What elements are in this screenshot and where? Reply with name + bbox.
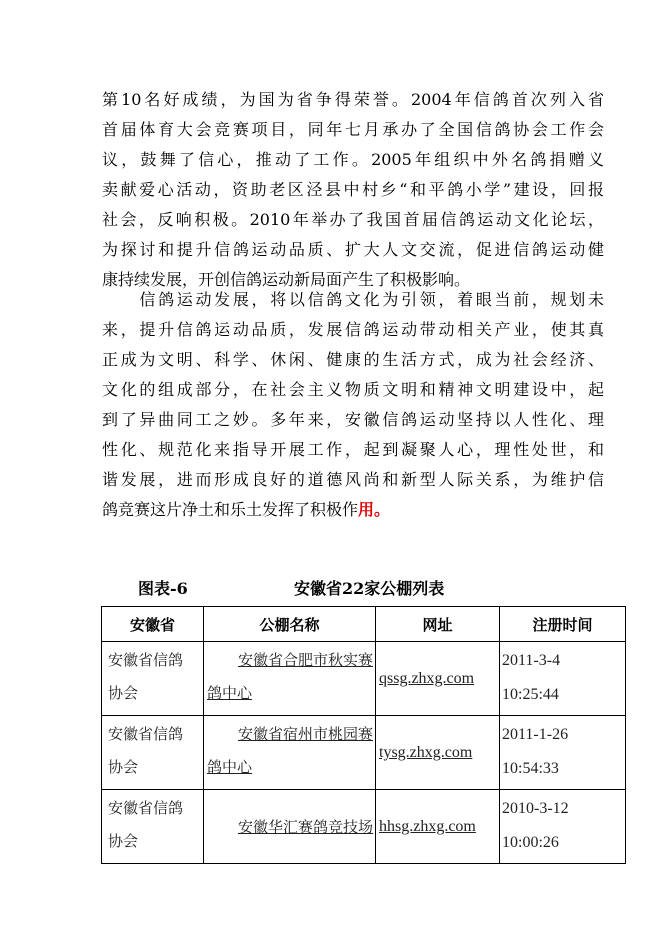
cell-url-link[interactable]: tysg.zhxg.com [376, 716, 500, 790]
header-province: 安徽省 [102, 607, 204, 642]
cell-url-link[interactable]: qssg.zhxg.com [376, 642, 500, 716]
cell-province: 安徽省信鸽 协会 [102, 716, 204, 790]
paragraph-line: 卖献爱心活动，资助老区泾县中村乡“和平鸽小学”建设，回报 [102, 180, 604, 199]
table-header-row [102, 607, 626, 642]
paragraph-line: 文化的组成部分，在社会主义物质文明和精神文明建设中，起 [102, 380, 604, 399]
paragraph-line: 正成为文明、科学、休闲、健康的生活方式，成为社会经济、 [102, 350, 604, 369]
cell-register-time: 2011-3-4 10:25:44 [500, 642, 626, 716]
header-register-time: 注册时间 [500, 607, 626, 642]
header-loft-name: 公棚名称 [204, 607, 376, 642]
paragraph-line: 为探讨和提升信鸽运动品质、扩大人文交流，促进信鸽运动健 [102, 240, 604, 259]
paragraph-line: 到了异曲同工之妙。多年来，安徽信鸽运动坚持以人性化、理 [102, 410, 604, 429]
table-row [102, 716, 626, 790]
paragraph-line: 第10名好成绩，为国为省争得荣誉。2004年信鸽首次列入省 [102, 90, 604, 109]
paragraph-last-line [102, 495, 604, 525]
paragraph-line: 议，鼓舞了信心，推动了工作。2005年组织中外名鸽捐赠义 [102, 150, 604, 169]
last-line-text: 鸽竞赛这片净土和乐土发挥了积极作 [102, 500, 359, 519]
cell-register-time: 2011-1-26 10:54:33 [500, 716, 626, 790]
paragraph-line: 信鸽运动发展，将以信鸽文化为引领，着眼当前，规划未 [102, 290, 604, 309]
paragraph-line: 社会，反响积极。2010年举办了我国首届信鸽运动文化论坛， [102, 210, 604, 229]
paragraph-line: 首届体育大会竞赛项目，同年七月承办了全国信鸽协会工作会 [102, 120, 604, 139]
emphasis-text: 用。 [358, 500, 391, 519]
cell-province: 安徽省信鸽 协会 [102, 790, 204, 864]
cell-province: 安徽省信鸽 协会 [102, 642, 204, 716]
header-url: 网址 [376, 607, 500, 642]
table-row [102, 642, 626, 716]
cell-loft-name[interactable]: 安徽省合肥市秋实赛 鸽中心 [204, 642, 376, 716]
figure-title: 安徽省22家公棚列表 [294, 579, 445, 598]
cell-loft-name[interactable]: 安徽华汇赛鸽竞技场 [204, 790, 376, 864]
cell-url-link[interactable]: hhsg.zhxg.com [376, 790, 500, 864]
table-row [102, 790, 626, 864]
paragraph-line: 谐发展，进而形成良好的道德风尚和新型人际关系，为维护信 [102, 470, 604, 489]
cell-register-time: 2010-3-12 10:00:26 [500, 790, 626, 864]
loft-table [101, 606, 626, 864]
paragraph-line: 康持续发展，开创信鸽运动新局面产生了积极影响。 [102, 270, 471, 289]
paragraph-line: 性化、规范化来指导开展工作，起到凝聚人心，理性处世，和 [102, 440, 604, 459]
cell-loft-name[interactable]: 安徽省宿州市桃园赛 鸽中心 [204, 716, 376, 790]
paragraph-line: 来，提升信鸽运动品质，发展信鸽运动带动相关产业，使其真 [102, 320, 604, 339]
figure-label: 图表-6 [138, 579, 188, 598]
